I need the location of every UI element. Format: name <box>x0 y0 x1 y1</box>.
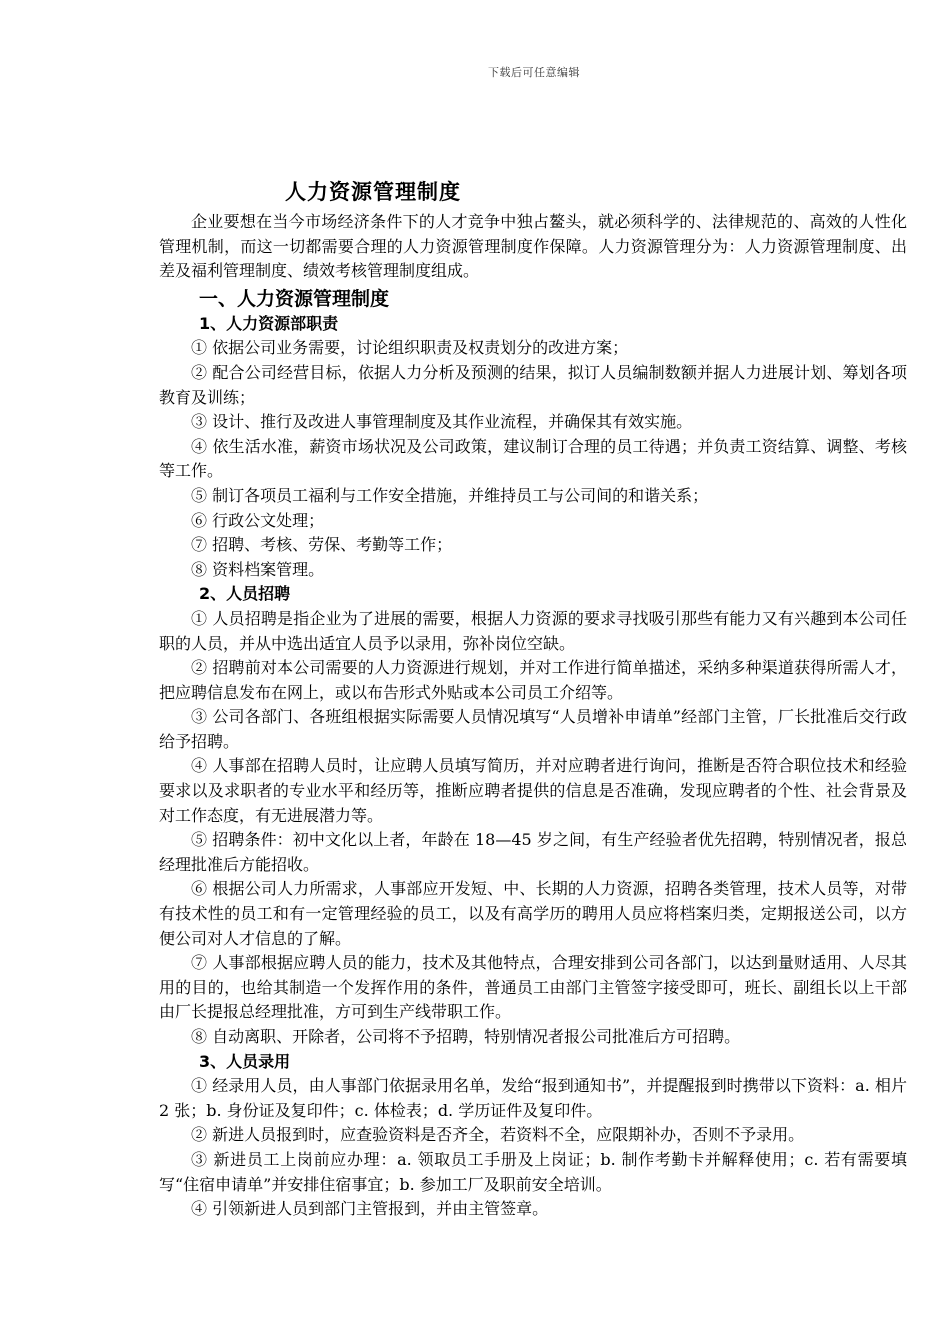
header-note: 下载后可任意编辑 <box>488 66 580 79</box>
page-title: 人力资源管理制度 <box>285 180 461 204</box>
list-item: ⑥ 行政公文处理； <box>191 510 325 530</box>
list-item: ⑥ 根据公司人力所需求，人事部应开发短、中、长期的人力资源，招聘各类管理，技术人员等，对带有技术性的员工和有一定管理经验的员工，以及有高学历的聘用人员应将档案归类，定期报送公司，以方便公司对人才信息的了解。 <box>159 879 907 948</box>
list-item: ④ 人事部在招聘人员时，让应聘人员填写简历，并对应聘者进行询问，推断是否符合职位技术和经验要求以及求职者的专业水平和经历等，推断应聘者提供的信息是否准确，发现应聘者的个性、社会背景及对工作态度，有无进展潜力等。 <box>159 756 907 825</box>
subsection-heading: 3、人员录用 <box>199 1051 291 1071</box>
list-item: ④ 引领新进人员到部门主管报到，并由主管签章。 <box>191 1199 549 1219</box>
list-item: ① 经录用人员，由人事部门依据录用名单，发给“报到通知书”，并提醒报到时携带以下资料：a. 相片 2 张；b. 身份证及复印件；c. 体检表；d. 学历证件及复印件。 <box>159 1076 907 1120</box>
list-item: ③ 公司各部门、各班组根据实际需要人员情况填写“人员增补申请单”经部门主管，厂长批准后交行政给予招聘。 <box>159 707 907 751</box>
list-item: ② 招聘前对本公司需要的人力资源进行规划，并对工作进行简单描述，采纳多种渠道获得所需人才，把应聘信息发布在网上，或以布告形式外贴或本公司员工介绍等。 <box>159 658 907 702</box>
list-item: ⑤ 招聘条件：初中文化以上者，年龄在 18—45 岁之间，有生产经验者优先招聘，特别情况者，报总经理批准后方能招收。 <box>159 830 907 874</box>
list-item: ⑧ 自动离职、开除者，公司将不予招聘，特别情况者报公司批准后方可招聘。 <box>191 1027 741 1046</box>
subsection-heading: 2、人员招聘 <box>199 584 291 604</box>
list-item: ⑦ 人事部根据应聘人员的能力，技术及其他特点，合理安排到公司各部门，以达到量财适用、人尽其用的目的，也给其制造一个发挥作用的条件，普通员工由部门主管签字接受即可，班长、副组长以上干部由厂长提报总经理批准，方可到生产线带职工作。 <box>159 953 907 1022</box>
list-item: ② 配合公司经营目标，依据人力分析及预测的结果，拟订人员编制数额并据人力进展计划、筹划各项教育及训练； <box>159 362 907 407</box>
list-item: ② 新进人员报到时，应查验资料是否齐全，若资料不全，应限期补办，否则不予录用。 <box>191 1125 805 1145</box>
list-item: ③ 新进员工上岗前应办理：a. 领取员工手册及上岗证；b. 制作考勤卡并解释使用；c. 若有需要填写“住宿申请单”并安排住宿事宜；b. 参加工厂及职前安全培训。 <box>159 1149 907 1194</box>
document-body <box>159 210 907 1222</box>
list-item: ① 人员招聘是指企业为了进展的需要，根据人力资源的要求寻找吸引那些有能力又有兴趣到本公司任职的人员，并从中选出适宜人员予以录用，弥补岗位空缺。 <box>159 608 907 653</box>
list-item: ④ 依生活水准，薪资市场状况及公司政策，建议制订合理的员工待遇；并负责工资结算、调整、考核等工作。 <box>159 436 907 481</box>
section-heading: 一、人力资源管理制度 <box>199 287 390 310</box>
intro-paragraph: 企业要想在当今市场经济条件下的人才竞争中独占鳌头，就必须科学的、法律规范的、高效的人性化管理机制，而这一切都需要合理的人力资源管理制度作保障。人力资源管理分为：人力资源管理制度、出差及福利管理制度、绩效考核管理制度组成。 <box>159 212 907 281</box>
subsection-heading: 1、人力资源部职责 <box>199 313 339 333</box>
list-item: ⑦ 招聘、考核、劳保、考勤等工作； <box>191 535 453 555</box>
list-item: ⑧ 资料档案管理。 <box>191 559 325 579</box>
list-item: ① 依据公司业务需要，讨论组织职责及权责划分的改进方案； <box>191 338 629 358</box>
list-item: ③ 设计、推行及改进人事管理制度及其作业流程，并确保其有效实施。 <box>191 412 693 432</box>
list-item: ⑤ 制订各项员工福利与工作安全措施，并维持员工与公司间的和谐关系； <box>191 485 709 505</box>
